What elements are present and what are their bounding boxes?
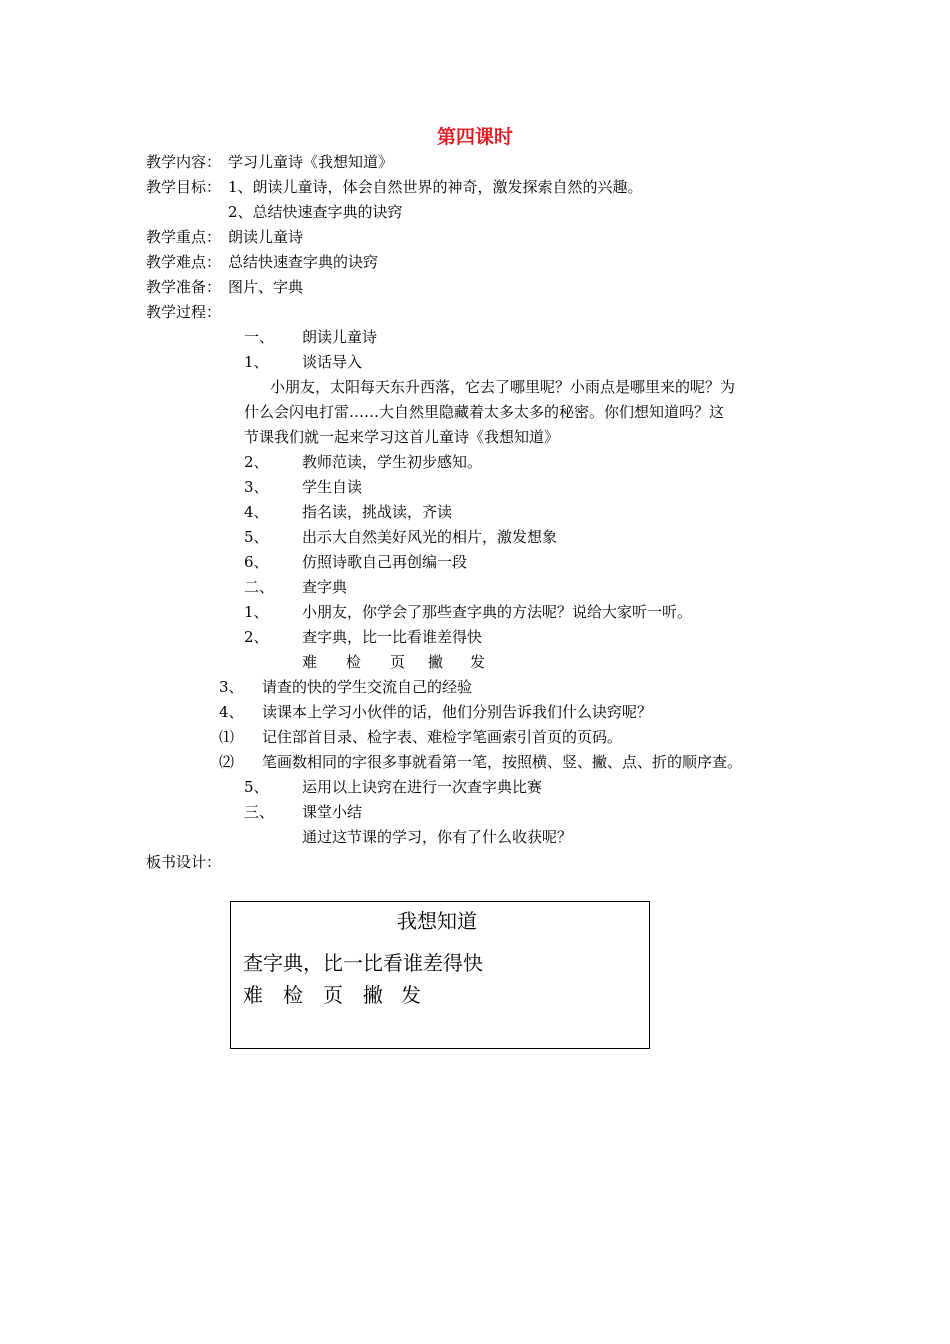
board-char: 发 (401, 983, 421, 1007)
tip-1-text: 记住部首目录、检字表、难检字笔画索引首页的页码。 (262, 728, 623, 746)
step-1-1-num: 1、 (244, 353, 269, 371)
prep-value: 图片、字典 (228, 278, 304, 296)
page-title: 第四课时 (436, 126, 513, 148)
content-label: 教学内容： (146, 153, 222, 171)
goal-value-2: 2、总结快速查字典的诀窍 (228, 203, 403, 221)
board-title: 我想知道 (397, 909, 477, 933)
lookup-char: 难 (302, 653, 318, 671)
intro-paragraph-line-3: 节课我们就一起来学习这首儿童诗《我想知道》 (244, 428, 560, 446)
board-char: 难 (243, 983, 263, 1007)
goal-label: 教学目标： (146, 178, 222, 196)
step-1-1-text: 谈话导入 (302, 353, 363, 371)
difficulty-value: 总结快速查字典的诀窍 (228, 253, 379, 271)
step-2-3-num: 3、 (219, 678, 244, 696)
focus-value: 朗读儿童诗 (228, 228, 304, 246)
summary-text: 通过这节课的学习，你有了什么收获呢？ (302, 828, 573, 846)
section-3-num: 三、 (244, 803, 275, 821)
lookup-char: 发 (470, 653, 486, 671)
step-2-3-text: 请查的快的学生交流自己的经验 (262, 678, 473, 696)
section-3-heading: 课堂小结 (302, 803, 363, 821)
difficulty-label: 教学难点： (146, 253, 222, 271)
step-2-4-text: 读课本上学习小伙伴的话，他们分别告诉我们什么诀窍呢？ (262, 703, 653, 721)
tip-2-num: ⑵ (219, 753, 235, 771)
lookup-char: 检 (346, 653, 362, 671)
section-1-num: 一、 (244, 328, 275, 346)
prep-label: 教学准备： (146, 278, 222, 296)
section-1-heading: 朗读儿童诗 (302, 328, 378, 346)
step-2-1-num: 1、 (244, 603, 269, 621)
tip-1-num: ⑴ (219, 728, 235, 746)
tip-2-text: 笔画数相同的字很多事就看第一笔，按照横、竖、撇、点、折的顺序查。 (262, 753, 743, 771)
step-2-2-num: 2、 (244, 628, 269, 646)
step-2-1-text: 小朋友，你学会了那些查字典的方法呢？说给大家听一听。 (302, 603, 693, 621)
lookup-char: 页 (390, 653, 406, 671)
step-2-5-text: 运用以上诀窍在进行一次查字典比赛 (302, 778, 543, 796)
lookup-char: 撇 (428, 653, 444, 671)
step-2-2-text: 查字典，比一比看谁差得快 (302, 628, 483, 646)
step-1-2-num: 2、 (244, 453, 269, 471)
step-2-5-num: 5、 (244, 778, 269, 796)
step-1-6-text: 仿照诗歌自己再创编一段 (302, 553, 468, 571)
step-1-5-text: 出示大自然美好风光的相片，激发想象 (302, 528, 558, 546)
board-design-box (230, 901, 650, 1049)
section-2-heading: 查字典 (302, 578, 348, 596)
step-2-4-num: 4、 (219, 703, 244, 721)
board-line-1: 查字典，比一比看谁差得快 (243, 951, 483, 975)
content-value: 学习儿童诗《我想知道》 (228, 153, 394, 171)
board-char: 检 (283, 983, 303, 1007)
section-2-num: 二、 (244, 578, 275, 596)
step-1-3-num: 3、 (244, 478, 269, 496)
step-1-5-num: 5、 (244, 528, 269, 546)
step-1-2-text: 教师范读，学生初步感知。 (302, 453, 483, 471)
board-char: 撇 (363, 983, 383, 1007)
step-1-6-num: 6、 (244, 553, 269, 571)
step-1-4-num: 4、 (244, 503, 269, 521)
focus-label: 教学重点： (146, 228, 222, 246)
board-design-label: 板书设计： (146, 853, 222, 871)
intro-paragraph-line-1: 小朋友，太阳每天东升西落，它去了哪里呢？小雨点是哪里来的呢？为 (270, 378, 736, 396)
step-1-3-text: 学生自读 (302, 478, 363, 496)
process-label: 教学过程： (146, 303, 222, 321)
intro-paragraph-line-2: 什么会闪电打雷……大自然里隐藏着太多太多的秘密。你们想知道吗？这 (244, 403, 725, 421)
step-1-4-text: 指名读，挑战读，齐读 (302, 503, 453, 521)
board-char: 页 (323, 983, 343, 1007)
goal-value-1: 1、朗读儿童诗，体会自然世界的神奇，激发探索自然的兴趣。 (228, 178, 643, 196)
